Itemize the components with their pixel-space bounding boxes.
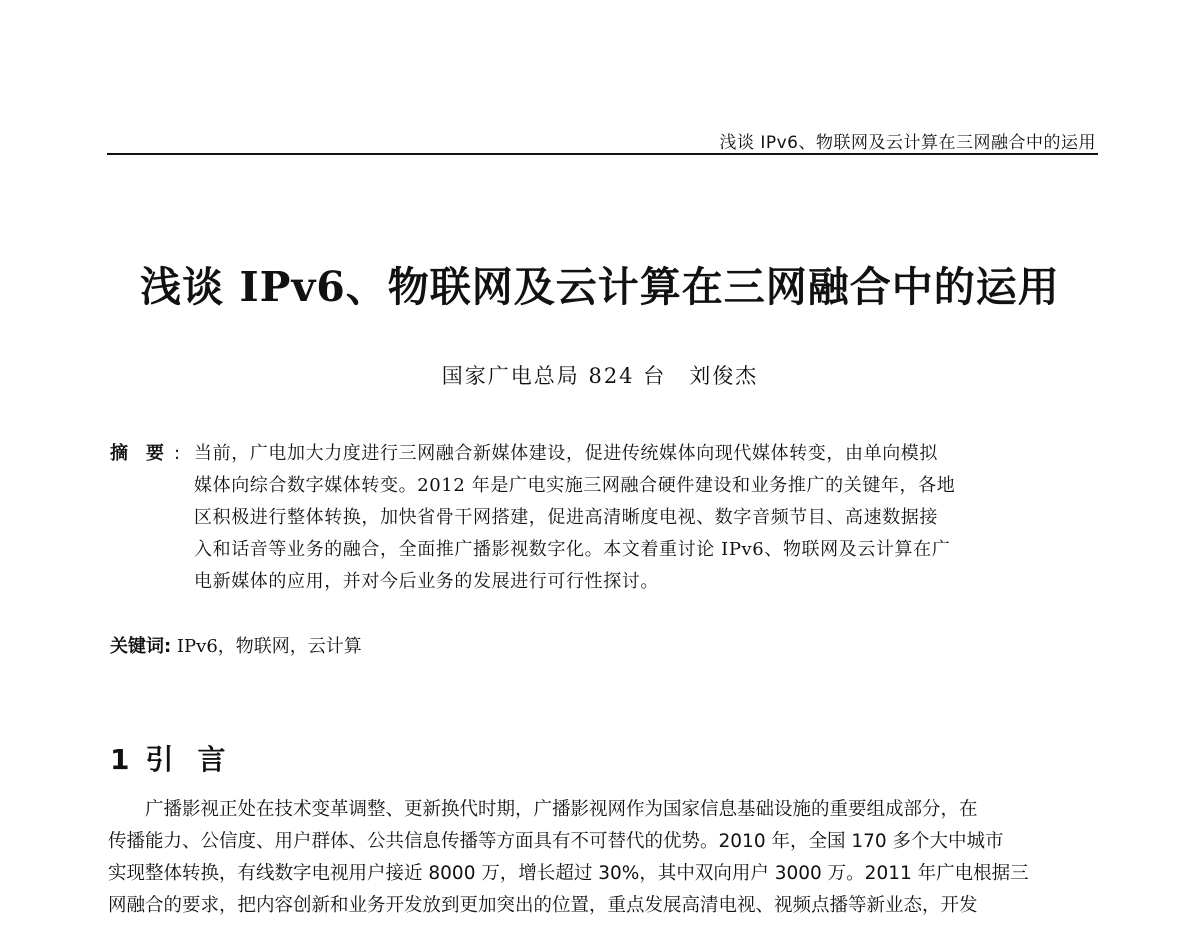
author-byline: 国家广电总局 824 台 刘俊杰 bbox=[441, 364, 759, 388]
running-header: 浅谈 IPv6、物联网及云计算在三网融合中的运用 bbox=[719, 133, 1096, 153]
abstract-line: 区积极进行整体转换，加快省骨干网搭建，促进高清晰度电视、数字音频节目、高速数据接 bbox=[194, 507, 938, 528]
section-title-char-1: 引 bbox=[145, 743, 176, 776]
abstract-line: 当前，广电加大力度进行三网融合新媒体建设，促进传统媒体向现代媒体转变，由单向模拟 bbox=[194, 443, 938, 464]
abstract bbox=[110, 438, 1070, 598]
keywords-label: 关键词: bbox=[110, 636, 172, 657]
paper-title: 浅谈 IPv6、物联网及云计算在三网融合中的运用 bbox=[140, 263, 1060, 311]
paragraph-line: 实现整体转换，有线数字电视用户接近 8000 万，增长超过 30%，其中双向用户 3000 万。2011 年广电根据三 bbox=[108, 863, 1029, 884]
section-number: 1 bbox=[110, 743, 132, 776]
section-heading bbox=[110, 738, 228, 778]
keywords-value: IPv6，物联网，云计算 bbox=[171, 636, 362, 657]
abstract-line: 入和话音等业务的融合，全面推广播影视数字化。本文着重讨论 IPv6、物联网及云计算在广 bbox=[194, 539, 951, 560]
paragraph-line: 网融合的要求，把内容创新和业务开发放到更加突出的位置，重点发展高清电视、视频点播等新业态，开发 bbox=[108, 895, 978, 916]
paragraph-line: 广播影视正处在技术变革调整、更新换代时期，广播影视网作为国家信息基础设施的重要组成部分，在 bbox=[145, 799, 978, 820]
abstract-line: 电新媒体的应用，并对今后业务的发展进行可行性探讨。 bbox=[194, 571, 659, 592]
section-title-char-2: 言 bbox=[197, 743, 228, 776]
abstract-label: 摘 要 bbox=[110, 443, 164, 464]
body-paragraph bbox=[108, 794, 1102, 922]
header-rule bbox=[107, 153, 1098, 155]
paragraph-line: 传播能力、公信度、用户群体、公共信息传播等方面具有不可替代的优势。2010 年，全国 170 多个大中城市 bbox=[108, 831, 1004, 852]
abstract-line: 媒体向综合数字媒体转变。2012 年是广电实施三网融合硬件建设和业务推广的关键年，各地 bbox=[194, 475, 956, 496]
abstract-label-colon: : bbox=[174, 443, 181, 464]
abstract-body bbox=[194, 438, 1054, 598]
keywords bbox=[110, 632, 362, 658]
